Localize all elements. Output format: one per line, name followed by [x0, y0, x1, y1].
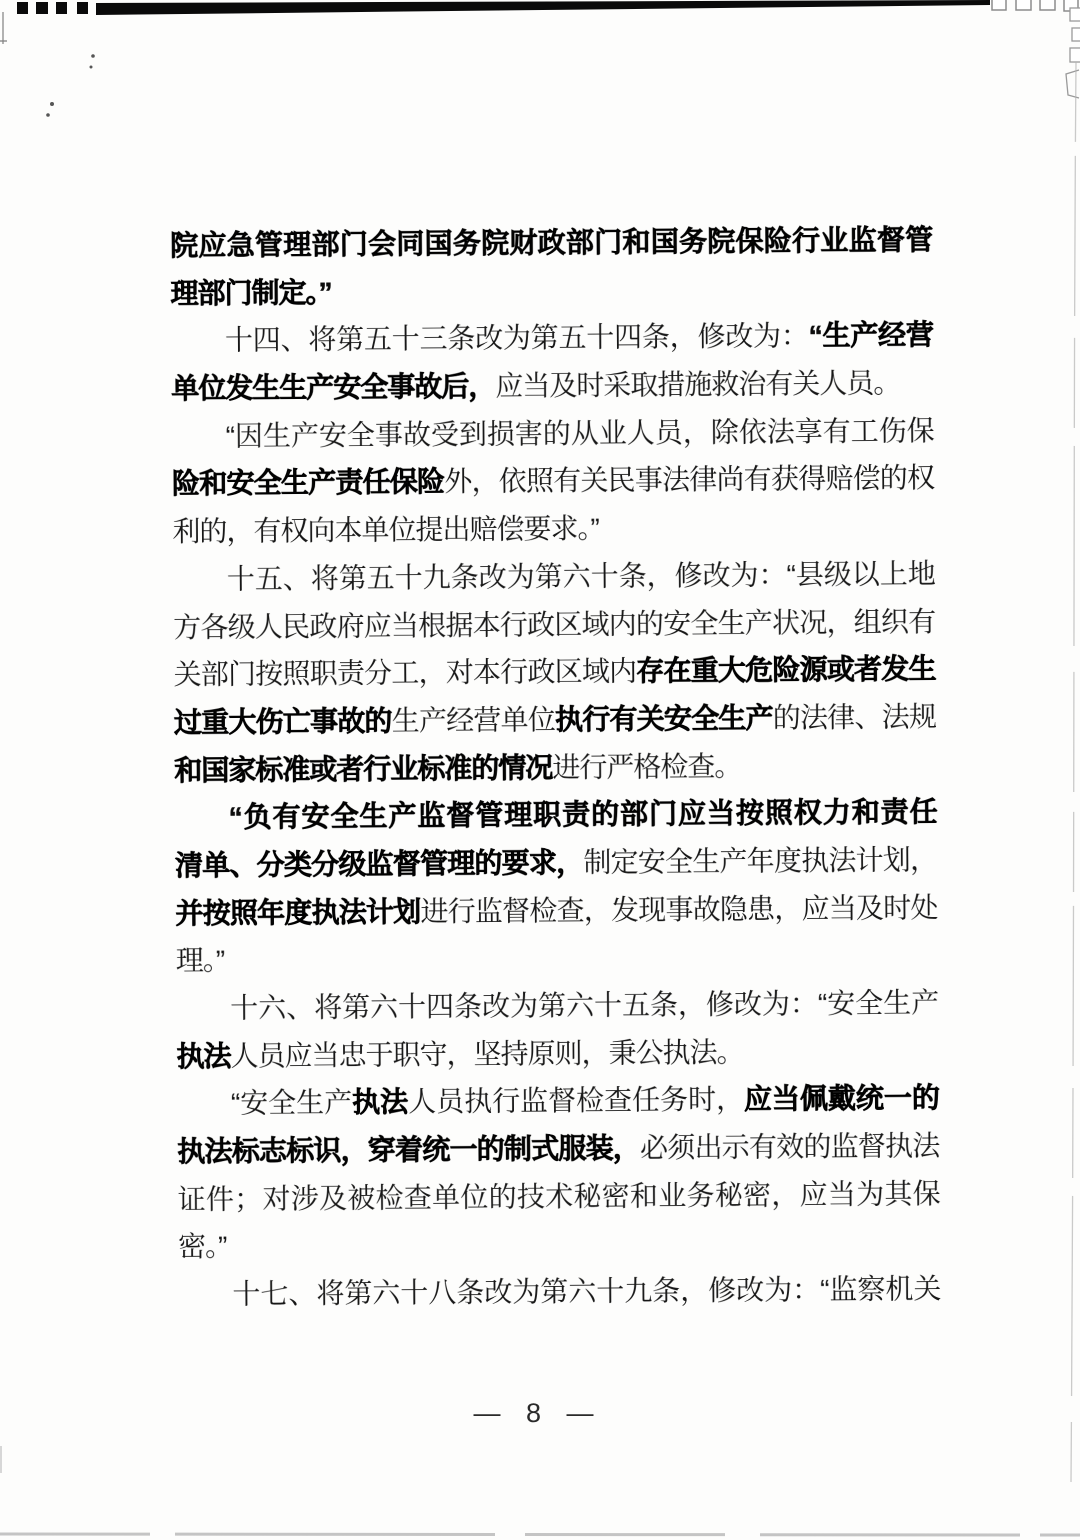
text-line	[171, 359, 933, 413]
perforation-squares	[992, 0, 1078, 11]
text-line	[172, 454, 934, 508]
right-edge-notch	[1066, 70, 1079, 98]
text-line	[173, 597, 935, 651]
text-line	[175, 788, 937, 842]
text-run: 十七、将第六十八条改为第六十九条，修改为：“监察机关	[232, 1273, 941, 1310]
text-line	[176, 979, 938, 1033]
text-line	[174, 741, 936, 795]
text-run: 人员执行监督检查任务时，	[408, 1083, 745, 1118]
bold-text-run: 存在重大危险源或者发生	[636, 653, 936, 687]
text-run: 十四、将第五十三条改为第五十四条，修改为：	[224, 320, 809, 356]
bold-text-run: 执法	[176, 1040, 231, 1072]
text-line	[170, 216, 932, 270]
text-line	[178, 1170, 940, 1224]
text-line	[176, 1027, 938, 1081]
binding-mark-squares	[17, 2, 88, 14]
right-edge-ticks	[1070, 8, 1080, 62]
text-run: 密。”	[177, 1231, 227, 1263]
text-line	[175, 884, 937, 938]
bold-text-run: 险和安全生产责任保险	[171, 466, 445, 500]
text-run: 应当及时采取措施救治有关人员。	[495, 367, 901, 402]
text-line	[172, 407, 934, 461]
text-line	[173, 645, 935, 699]
text-run: 必须出示有效的监督执法	[639, 1130, 940, 1164]
bold-text-run: 和国家标准或者行业标准的情况	[174, 751, 553, 786]
text-run: 人员应当忠于职守，坚持原则，秉公执法。	[230, 1036, 744, 1072]
bold-text-run: 清单、分类分级监督管理的要求，	[174, 846, 584, 881]
text-line	[176, 931, 938, 985]
text-run: 理。”	[175, 944, 225, 977]
text-run: “因生产安全事故受到损害的从业人员，除依法享有工伤保	[225, 414, 934, 452]
bold-text-run: “生产经营	[808, 319, 934, 352]
text-run: 进行严格检查。	[552, 750, 742, 783]
text-line	[171, 311, 933, 365]
page-number: — 8 —	[473, 1398, 595, 1428]
bottom-page-edge-line	[0, 1534, 1080, 1535]
text-run: 生产经营单位	[391, 703, 556, 737]
text-run: 外，依照有关民事法律尚有获得赔偿的权	[444, 462, 935, 498]
document-body	[170, 216, 941, 1319]
bold-text-run: 执法	[352, 1086, 409, 1118]
text-lines	[170, 216, 941, 1319]
text-line	[170, 264, 932, 318]
bold-text-run: 并按照年度执法计划	[175, 895, 421, 929]
bold-text-run: 过重大伤亡事故的	[173, 705, 392, 738]
bold-text-run: 执行有关安全生产	[554, 702, 773, 735]
right-page-edge-line	[1071, 62, 1076, 1482]
text-line	[178, 1217, 940, 1271]
text-run: 的法律、法规	[772, 700, 937, 734]
top-scan-band	[96, 0, 990, 15]
text-line	[172, 502, 934, 556]
bold-text-run: 理部门制定。”	[170, 276, 332, 309]
bold-text-run: “负有安全生产监督管理职责的部门应当按照权力和责任	[228, 796, 937, 833]
text-run: 方各级人民政府应当根据本行政区域内的安全生产状况，组织有	[173, 605, 936, 643]
text-run: 关部门按照职责分工，对本行政区域内	[173, 655, 637, 691]
text-line	[178, 1265, 940, 1319]
text-line	[173, 550, 935, 604]
left-corner-bracket	[0, 12, 7, 44]
text-line	[177, 1074, 939, 1128]
text-run: 十五、将第五十九条改为第六十条，修改为：“县级以上地	[226, 557, 935, 595]
text-run: 进行监督检查，发现事故隐患，应当及时处	[420, 891, 938, 927]
text-run: 制定安全生产年度执法计划，	[583, 843, 938, 878]
text-line	[177, 1122, 939, 1176]
bold-text-run: 院应急管理部门会同国务院财政部门和国务院保险行业监督管	[170, 224, 933, 261]
bold-text-run: 单位发生生产安全事故后，	[171, 370, 496, 405]
bold-text-run: 执法标志标识，穿着统一的制式服装，	[177, 1132, 641, 1168]
text-run: 利的，有权向本单位提出赔偿要求。”	[172, 512, 599, 548]
text-run: 十六、将第六十四条改为第六十五条，修改为：“安全生产	[230, 986, 939, 1024]
text-run: “安全生产	[230, 1086, 353, 1119]
ink-specks	[46, 54, 95, 117]
text-line	[174, 693, 936, 747]
text-line	[175, 836, 937, 890]
bold-text-run: 应当佩戴统一的	[743, 1082, 940, 1115]
text-run: 证件；对涉及被检查单位的技术秘密和业务秘密，应当为其保	[177, 1177, 940, 1215]
